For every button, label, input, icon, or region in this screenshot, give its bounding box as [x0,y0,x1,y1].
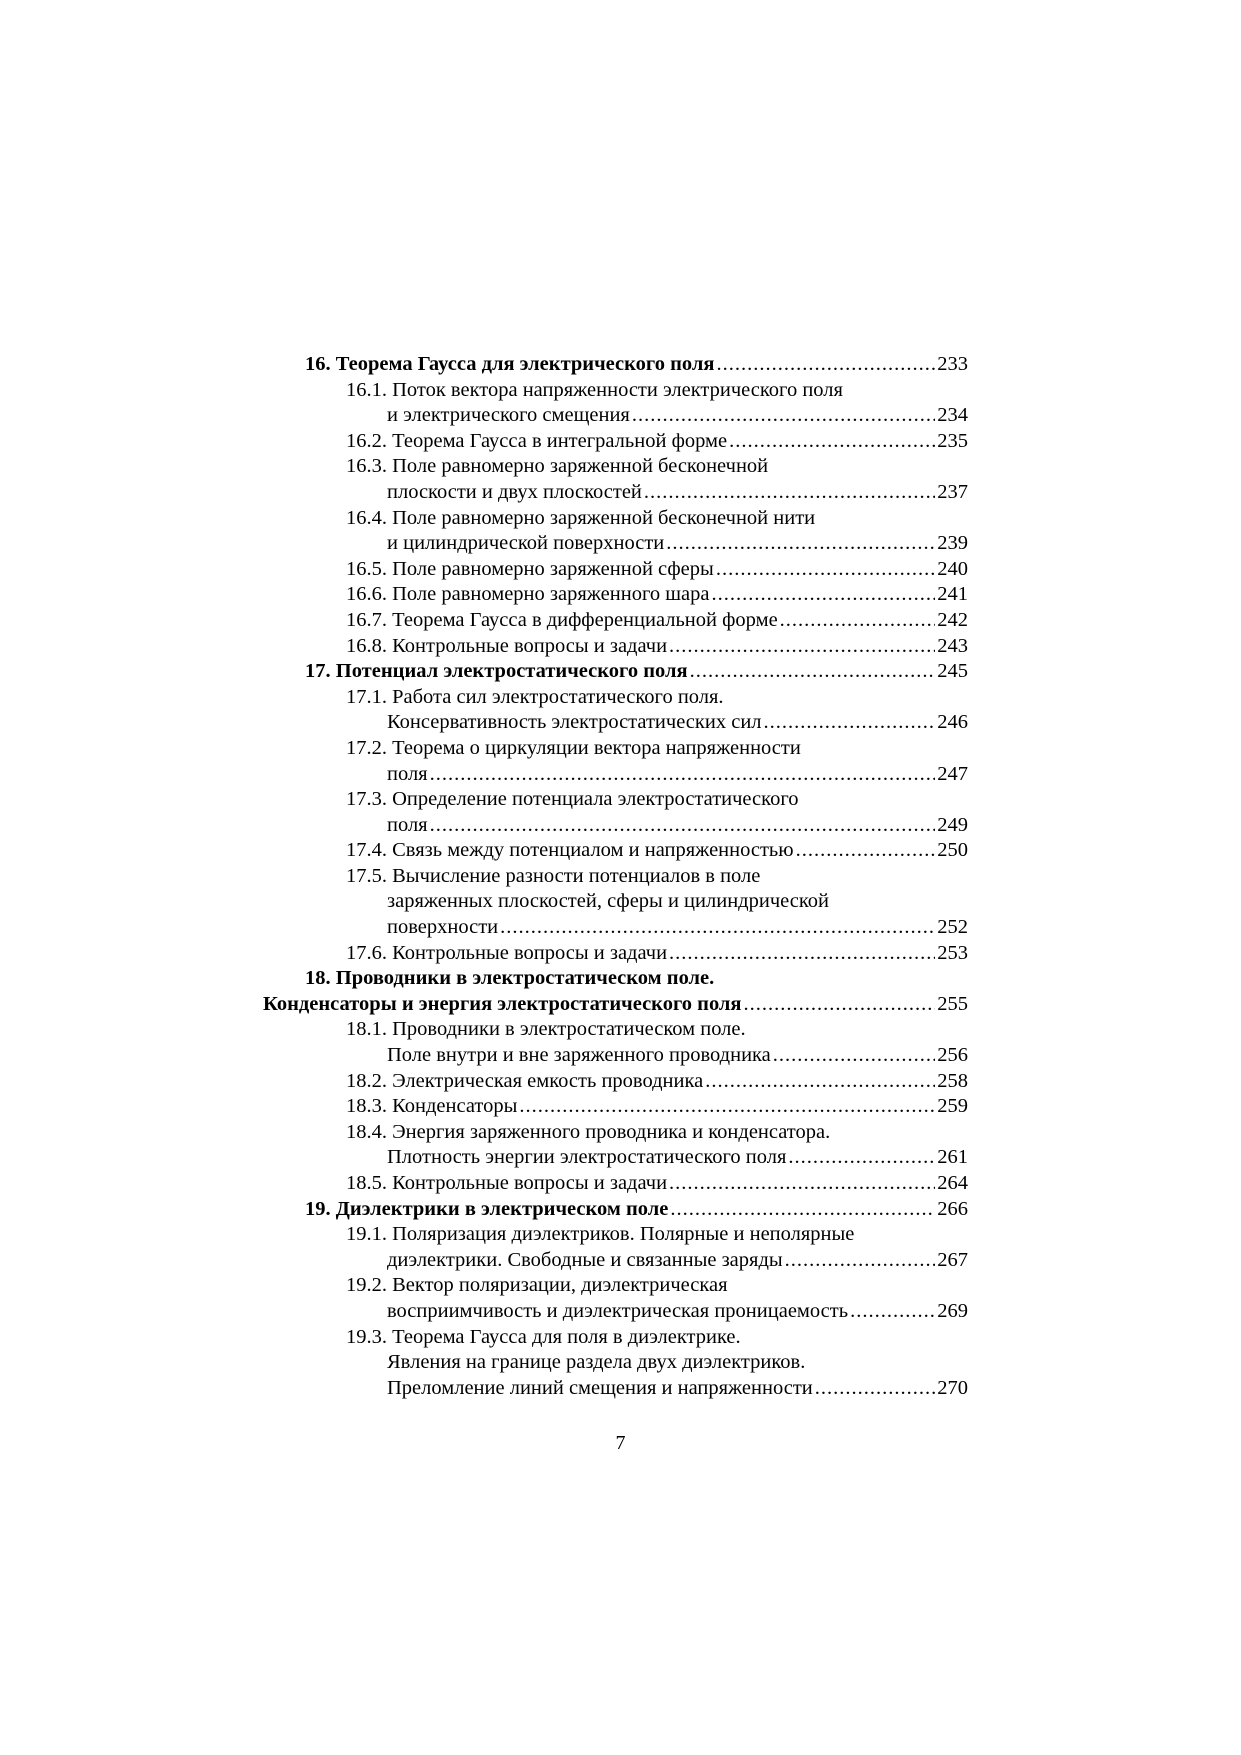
table-of-contents [263,352,968,1401]
toc-title: поля [387,762,428,785]
toc-chapter[interactable] [270,352,968,378]
toc-leader [500,915,935,941]
toc-page: 250 [937,839,968,862]
toc-chapter[interactable] [263,992,968,1018]
toc-title: 18.3. Конденсаторы [346,1095,518,1118]
toc-page: 241 [937,583,968,606]
toc-leader [669,634,935,660]
toc-title: поля [387,813,428,836]
toc-title: 17.6. Контрольные вопросы и задачи [346,941,668,964]
toc-leader [744,992,936,1018]
toc-page: 240 [937,557,968,580]
page-number: 7 [615,1432,626,1454]
toc-section[interactable] [270,506,968,532]
toc-section[interactable] [270,1171,968,1197]
toc-section[interactable] [270,1248,968,1274]
toc-page: 246 [937,711,968,734]
toc-title: 17.1. Работа сил электростатического поля. [346,685,724,708]
toc-title: 17.5. Вычисление разности потенциалов в поле [346,864,761,887]
toc-section[interactable] [270,1376,968,1402]
toc-leader [773,1043,935,1069]
toc-section[interactable] [270,582,968,608]
toc-page: 239 [937,532,968,555]
toc-section[interactable] [270,403,968,429]
toc-page: 269 [937,1299,968,1322]
toc-section[interactable] [270,889,968,915]
toc-title: Явления на границе раздела двух диэлектриков. [387,1351,806,1374]
toc-section[interactable] [270,454,968,480]
toc-leader [644,480,935,506]
toc-title: 19. Диэлектрики в электрическом поле [305,1197,669,1220]
toc-title: 17.2. Теорема о циркуляции вектора напряженности [346,736,801,759]
toc-title: 16.8. Контрольные вопросы и задачи [346,634,668,657]
toc-title: 18. Проводники в электростатическом поле. [305,967,715,990]
toc-title: диэлектрики. Свободные и связанные заряды [387,1248,783,1271]
toc-title: 18.2. Электрическая емкость проводника [346,1069,704,1092]
toc-leader [666,531,935,557]
toc-section[interactable] [270,1069,968,1095]
toc-section[interactable] [270,1145,968,1171]
toc-page: 256 [937,1044,968,1067]
toc-section[interactable] [270,762,968,788]
toc-section[interactable] [270,1299,968,1325]
toc-leader [815,1376,935,1402]
toc-section[interactable] [270,941,968,967]
toc-page: 258 [937,1069,968,1092]
toc-leader [430,762,936,788]
toc-page: 235 [937,429,968,452]
toc-title: 16.4. Поле равномерно заряженной бесконечной нити [346,506,816,529]
toc-leader [764,710,936,736]
toc-title: и электрического смещения [387,404,630,427]
toc-title: 17.3. Определение потенциала электростатического [346,788,799,811]
toc-title: 19.3. Теорема Гаусса для поля в диэлектрике. [346,1325,741,1348]
toc-page: 243 [937,634,968,657]
toc-page: 234 [937,404,968,427]
toc-section[interactable] [270,1017,968,1043]
toc-title: Преломление линий смещения и напряженности [387,1376,813,1399]
toc-title: 16. Теорема Гаусса для электрического поля [305,353,715,375]
toc-section[interactable] [270,608,968,634]
toc-title: и цилиндрической поверхности [387,532,665,555]
toc-section[interactable] [270,710,968,736]
toc-leader [705,1069,935,1095]
toc-page: 259 [937,1095,968,1118]
toc-leader [670,1197,935,1223]
toc-page: 267 [937,1248,968,1271]
toc-title: 16.5. Поле равномерно заряженной сферы [346,557,714,580]
toc-section[interactable] [270,1273,968,1299]
toc-page: 252 [937,916,968,939]
toc-title: плоскости и двух плоскостей [387,480,642,503]
toc-leader [729,429,935,455]
toc-section[interactable] [270,813,968,839]
toc-leader [632,403,935,429]
toc-section[interactable] [270,1325,968,1351]
toc-title: 19.2. Вектор поляризации, диэлектрическая [346,1274,728,1297]
toc-section[interactable] [270,736,968,762]
toc-title: заряженных плоскостей, сферы и цилиндрической [387,890,829,913]
toc-title: 17. Потенциал электростатического поля [305,660,688,683]
toc-leader [690,659,936,685]
toc-leader [785,1248,936,1274]
toc-section[interactable] [270,1043,968,1069]
toc-section[interactable] [270,429,968,455]
toc-title: поверхности [387,916,499,939]
toc-leader [669,1171,935,1197]
toc-section[interactable] [270,557,968,583]
toc-leader [796,838,936,864]
toc-section[interactable] [270,1120,968,1146]
toc-section[interactable] [270,531,968,557]
toc-chapter[interactable] [270,659,968,685]
toc-title: 18.5. Контрольные вопросы и задачи [346,1172,668,1194]
toc-section[interactable] [270,787,968,813]
toc-title: 18.1. Проводники в электростатическом поле. [346,1018,746,1041]
toc-section[interactable] [270,480,968,506]
toc-title: 17.4. Связь между потенциалом и напряженностью [346,839,794,862]
toc-page: 242 [937,608,968,631]
toc-page: 245 [937,660,968,683]
toc-title: Плотность энергии электростатического поля [387,1146,787,1169]
toc-page: 264 [937,1172,968,1194]
toc-section[interactable] [270,1350,968,1376]
toc-title: 16.6. Поле равномерно заряженного шара [346,583,710,606]
toc-page: 261 [937,1146,968,1169]
toc-leader [669,941,935,967]
toc-title: 19.1. Поляризация диэлектриков. Полярные и неполярные [346,1223,855,1246]
toc-page: 237 [937,480,968,503]
toc-leader [519,1094,935,1120]
toc-chapter[interactable] [270,966,968,992]
toc-title: 16.2. Теорема Гаусса в интегральной форме [346,429,728,452]
toc-chapter[interactable] [270,1197,968,1223]
toc-leader [711,582,935,608]
toc-title: Поле внутри и вне заряженного проводника [387,1044,771,1067]
toc-section[interactable] [270,634,968,660]
toc-page: 233 [937,353,968,375]
toc-section[interactable] [270,915,968,941]
toc-leader [430,813,936,839]
toc-page: 247 [937,762,968,785]
toc-title: 16.3. Поле равномерно заряженной бесконечной [346,455,769,478]
toc-leader [716,557,935,583]
toc-title: восприимчивость и диэлектрическая проницаемость [387,1299,849,1322]
toc-leader [780,608,936,634]
toc-section[interactable] [270,685,968,711]
toc-page: 270 [937,1376,968,1399]
toc-title: Консервативность электростатических сил [387,711,762,734]
toc-section[interactable] [270,864,968,890]
toc-section[interactable] [270,1222,968,1248]
toc-title: 18.4. Энергия заряженного проводника и конденсатора. [346,1120,831,1143]
toc-page: 253 [937,941,968,964]
toc-title: 16.7. Теорема Гаусса в дифференциальной форме [346,608,778,631]
toc-leader [788,1145,935,1171]
toc-page: 255 [937,992,968,1015]
toc-section[interactable] [270,838,968,864]
toc-leader [850,1299,935,1325]
toc-section[interactable] [270,1094,968,1120]
toc-title: Конденсаторы и энергия электростатического поля [263,992,742,1015]
toc-page: 266 [937,1197,968,1220]
toc-page: 249 [937,813,968,836]
toc-section[interactable] [270,378,968,404]
toc-leader [716,352,935,378]
toc-title: 16.1. Поток вектора напряженности электрического поля [346,378,843,401]
